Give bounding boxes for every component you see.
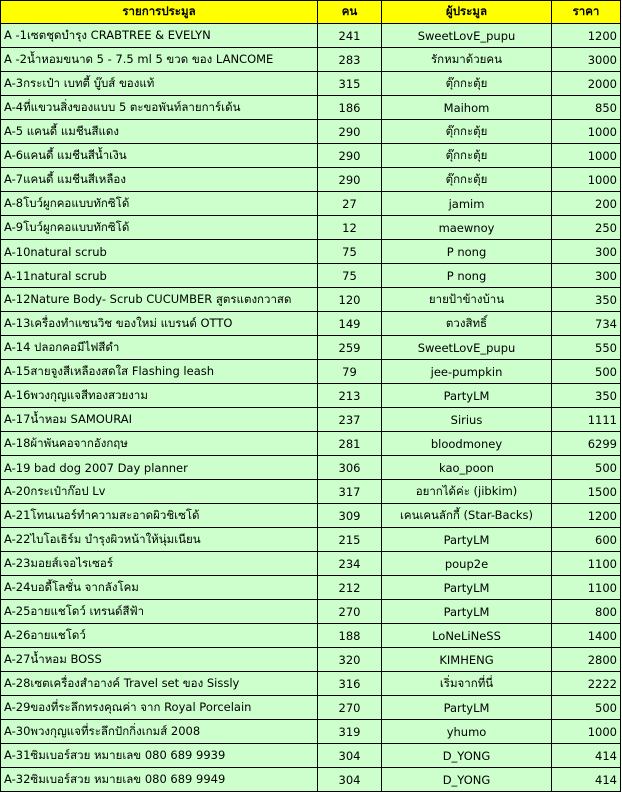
cell-bidder[interactable]: SweetLovE_pupu: [382, 24, 552, 48]
cell-bidder[interactable]: PartyLM: [382, 528, 552, 552]
cell-price[interactable]: 300: [552, 240, 621, 264]
cell-count[interactable]: 304: [318, 744, 382, 768]
cell-price[interactable]: 2000: [552, 72, 621, 96]
cell-count[interactable]: 315: [318, 72, 382, 96]
cell-price[interactable]: 1100: [552, 576, 621, 600]
table-row: [1, 144, 621, 168]
cell-item[interactable]: A-5 แคนดี้ แมชีนสีแดง: [1, 120, 318, 144]
cell-bidder[interactable]: bloodmoney: [382, 432, 552, 456]
cell-price[interactable]: 200: [552, 192, 621, 216]
cell-count[interactable]: 186: [318, 96, 382, 120]
cell-price[interactable]: 1000: [552, 168, 621, 192]
cell-price[interactable]: 500: [552, 696, 621, 720]
table-row: [1, 264, 621, 288]
table-row: [1, 432, 621, 456]
cell-price[interactable]: 850: [552, 96, 621, 120]
cell-bidder[interactable]: PartyLM: [382, 576, 552, 600]
table-row: [1, 336, 621, 360]
cell-bidder[interactable]: รักหมาด้วยคน: [382, 48, 552, 72]
cell-bidder[interactable]: maewnoy: [382, 216, 552, 240]
cell-bidder[interactable]: Maihom: [382, 96, 552, 120]
cell-bidder[interactable]: PartyLM: [382, 600, 552, 624]
cell-count[interactable]: 281: [318, 432, 382, 456]
cell-item[interactable]: A-7แคนดี้ แมชีนสีเหลือง: [1, 168, 318, 192]
header-count[interactable]: คน: [318, 1, 382, 24]
table-row: [1, 696, 621, 720]
cell-bidder[interactable]: jamim: [382, 192, 552, 216]
cell-price[interactable]: 734: [552, 312, 621, 336]
cell-bidder[interactable]: D_YONG: [382, 768, 552, 792]
cell-price[interactable]: 350: [552, 384, 621, 408]
cell-bidder[interactable]: ตุ๊กกะตุ้ย: [382, 144, 552, 168]
cell-count[interactable]: 149: [318, 312, 382, 336]
cell-count[interactable]: 259: [318, 336, 382, 360]
cell-bidder[interactable]: ตุ๊กกะตุ้ย: [382, 72, 552, 96]
cell-bidder[interactable]: ตุ๊กกะตุ้ย: [382, 168, 552, 192]
cell-price[interactable]: 300: [552, 264, 621, 288]
cell-count[interactable]: 317: [318, 480, 382, 504]
cell-count[interactable]: 79: [318, 360, 382, 384]
cell-bidder[interactable]: LoNeLiNeSS: [382, 624, 552, 648]
cell-bidder[interactable]: P nong: [382, 264, 552, 288]
cell-bidder[interactable]: เริ่มจากที่นี่: [382, 672, 552, 696]
table-row: [1, 600, 621, 624]
table-row: [1, 768, 621, 792]
cell-bidder[interactable]: kao_poon: [382, 456, 552, 480]
cell-count[interactable]: 270: [318, 600, 382, 624]
cell-bidder[interactable]: เคนเคนลักกี้ (Star-Backs): [382, 504, 552, 528]
cell-item[interactable]: A-9โบว์ผูกคอแบบทักซิโด้: [1, 216, 318, 240]
table-row: [1, 504, 621, 528]
cell-price[interactable]: 1000: [552, 720, 621, 744]
cell-bidder[interactable]: KIMHENG: [382, 648, 552, 672]
cell-count[interactable]: 319: [318, 720, 382, 744]
table-row: [1, 744, 621, 768]
cell-item[interactable]: A-15สายจูงสีเหลืองสดใส Flashing leash: [1, 360, 318, 384]
cell-item[interactable]: A-18ผ้าพันคอจากอังกฤษ: [1, 432, 318, 456]
cell-bidder[interactable]: P nong: [382, 240, 552, 264]
table-row: [1, 24, 621, 48]
table-row: [1, 624, 621, 648]
table-row: [1, 672, 621, 696]
table-row: [1, 216, 621, 240]
cell-item[interactable]: A-31ซิมเบอร์สวย หมายเลข 080 689 9939: [1, 744, 318, 768]
cell-item[interactable]: A-17น้ำหอม SAMOURAI: [1, 408, 318, 432]
cell-bidder[interactable]: jee-pumpkin: [382, 360, 552, 384]
cell-item[interactable]: A-12Nature Body- Scrub CUCUMBER สูตรแตงกวาสด: [1, 288, 318, 312]
cell-count[interactable]: 283: [318, 48, 382, 72]
cell-price[interactable]: 600: [552, 528, 621, 552]
cell-count[interactable]: 75: [318, 240, 382, 264]
cell-price[interactable]: 1500: [552, 480, 621, 504]
cell-item[interactable]: A-22ไบโอเธิร์ม บำรุงผิวหน้าให้นุ่มเนียน: [1, 528, 318, 552]
table-row: [1, 168, 621, 192]
cell-bidder[interactable]: อยากได้ค่ะ (jibkim): [382, 480, 552, 504]
cell-item[interactable]: A-13เครื่องทำแซนวิช ของใหม่ แบรนด์ OTTO: [1, 312, 318, 336]
table-row: [1, 48, 621, 72]
cell-count[interactable]: 316: [318, 672, 382, 696]
cell-item[interactable]: A -2น้ำหอมขนาด 5 - 7.5 ml 5 ขวด ของ LANCOME: [1, 48, 318, 72]
cell-item[interactable]: A-20กระเป๋าก๊อป Lv: [1, 480, 318, 504]
cell-item[interactable]: A-30พวงกุญแจที่ระลึกปักกิ่งเกมส์ 2008: [1, 720, 318, 744]
cell-price[interactable]: 2800: [552, 648, 621, 672]
table-row: [1, 240, 621, 264]
table-row: [1, 96, 621, 120]
cell-bidder[interactable]: PartyLM: [382, 696, 552, 720]
cell-item[interactable]: A-29ของที่ระลึกทรงคุณค่า จาก Royal Porcelain: [1, 696, 318, 720]
cell-item[interactable]: A-23มอยส์เจอไรเซอร์: [1, 552, 318, 576]
header-bidder[interactable]: ผู้ประมูล: [382, 1, 552, 24]
cell-count[interactable]: 290: [318, 120, 382, 144]
cell-price[interactable]: 250: [552, 216, 621, 240]
cell-count[interactable]: 212: [318, 576, 382, 600]
cell-item[interactable]: A -1เซตชุดบำรุง CRABTREE & EVELYN: [1, 24, 318, 48]
cell-count[interactable]: 320: [318, 648, 382, 672]
table-row: [1, 552, 621, 576]
cell-count[interactable]: 237: [318, 408, 382, 432]
table-row: [1, 120, 621, 144]
table-row: [1, 456, 621, 480]
table-row: [1, 384, 621, 408]
cell-bidder[interactable]: SweetLovE_pupu: [382, 336, 552, 360]
cell-item[interactable]: A-11natural scrub: [1, 264, 318, 288]
header-price[interactable]: ราคา: [552, 1, 621, 24]
cell-count[interactable]: 290: [318, 168, 382, 192]
cell-count[interactable]: 270: [318, 696, 382, 720]
cell-count[interactable]: 215: [318, 528, 382, 552]
cell-price[interactable]: 1200: [552, 504, 621, 528]
table-row: [1, 576, 621, 600]
cell-count[interactable]: 304: [318, 768, 382, 792]
table-row: [1, 648, 621, 672]
header-item[interactable]: รายการประมูล: [1, 1, 318, 24]
cell-price[interactable]: 1000: [552, 120, 621, 144]
cell-price[interactable]: 3000: [552, 48, 621, 72]
cell-item[interactable]: A-32ซิมเบอร์สวย หมายเลข 080 689 9949: [1, 768, 318, 792]
table-row: [1, 720, 621, 744]
cell-price[interactable]: 1400: [552, 624, 621, 648]
cell-price[interactable]: 6299: [552, 432, 621, 456]
cell-count[interactable]: 306: [318, 456, 382, 480]
cell-price[interactable]: 1000: [552, 144, 621, 168]
cell-price[interactable]: 1200: [552, 24, 621, 48]
cell-price[interactable]: 800: [552, 600, 621, 624]
table-row: [1, 360, 621, 384]
cell-item[interactable]: A-16พวงกุญแจสีทองสวยงาม: [1, 384, 318, 408]
cell-price[interactable]: 414: [552, 744, 621, 768]
cell-item[interactable]: A-14 ปลอกคอมีไฟสีดำ: [1, 336, 318, 360]
cell-bidder[interactable]: poup2e: [382, 552, 552, 576]
cell-price[interactable]: 500: [552, 360, 621, 384]
cell-bidder[interactable]: ตุ๊กกะตุ้ย: [382, 120, 552, 144]
cell-item[interactable]: A-21โทนเนอร์ทำความสะอาดผิวชิเซโด้: [1, 504, 318, 528]
table-row: [1, 528, 621, 552]
cell-bidder[interactable]: PartyLM: [382, 384, 552, 408]
cell-price[interactable]: 500: [552, 456, 621, 480]
cell-count[interactable]: 188: [318, 624, 382, 648]
cell-item[interactable]: A-4ที่แขวนสิ่งของแบบ 5 ตะขอพันท์ลายการ์เด้น: [1, 96, 318, 120]
cell-count[interactable]: 75: [318, 264, 382, 288]
cell-price[interactable]: 1100: [552, 552, 621, 576]
cell-count[interactable]: 213: [318, 384, 382, 408]
cell-count[interactable]: 309: [318, 504, 382, 528]
cell-count[interactable]: 234: [318, 552, 382, 576]
cell-price[interactable]: 550: [552, 336, 621, 360]
cell-count[interactable]: 12: [318, 216, 382, 240]
cell-count[interactable]: 241: [318, 24, 382, 48]
cell-item[interactable]: A-26อายแชโดว์: [1, 624, 318, 648]
cell-price[interactable]: 2222: [552, 672, 621, 696]
cell-item[interactable]: A-24บอดี้โลชั่น จากลังโคม: [1, 576, 318, 600]
table-row: [1, 480, 621, 504]
cell-item[interactable]: A-25อายแชโดว์ เทรนด์สีฟ้า: [1, 600, 318, 624]
cell-bidder[interactable]: D_YONG: [382, 744, 552, 768]
cell-bidder[interactable]: ยายป้าข้างบ้าน: [382, 288, 552, 312]
cell-price[interactable]: 1111: [552, 408, 621, 432]
table-row: [1, 288, 621, 312]
table-row: [1, 192, 621, 216]
table-row: [1, 312, 621, 336]
cell-bidder[interactable]: ตวงสิทธิ์: [382, 312, 552, 336]
cell-item[interactable]: A-6แคนดี้ แมชีนสีน้ำเงิน: [1, 144, 318, 168]
cell-count[interactable]: 120: [318, 288, 382, 312]
cell-price[interactable]: 414: [552, 768, 621, 792]
cell-item[interactable]: A-27น้ำหอม BOSS: [1, 648, 318, 672]
cell-count[interactable]: 290: [318, 144, 382, 168]
cell-bidder[interactable]: yhumo: [382, 720, 552, 744]
table-row: [1, 72, 621, 96]
cell-item[interactable]: A-10natural scrub: [1, 240, 318, 264]
header-row: [1, 1, 621, 24]
cell-item[interactable]: A-3กระเป๋า เบทตี้ บู๊บส์ ของแท้: [1, 72, 318, 96]
cell-price[interactable]: 350: [552, 288, 621, 312]
cell-count[interactable]: 27: [318, 192, 382, 216]
cell-item[interactable]: A-8โบว์ผูกคอแบบทักซิโด้: [1, 192, 318, 216]
cell-item[interactable]: A-28เซตเครื่องสำอางค์ Travel set ของ Sissly: [1, 672, 318, 696]
table-row: [1, 408, 621, 432]
cell-item[interactable]: A-19 bad dog 2007 Day planner: [1, 456, 318, 480]
cell-bidder[interactable]: Sirius: [382, 408, 552, 432]
